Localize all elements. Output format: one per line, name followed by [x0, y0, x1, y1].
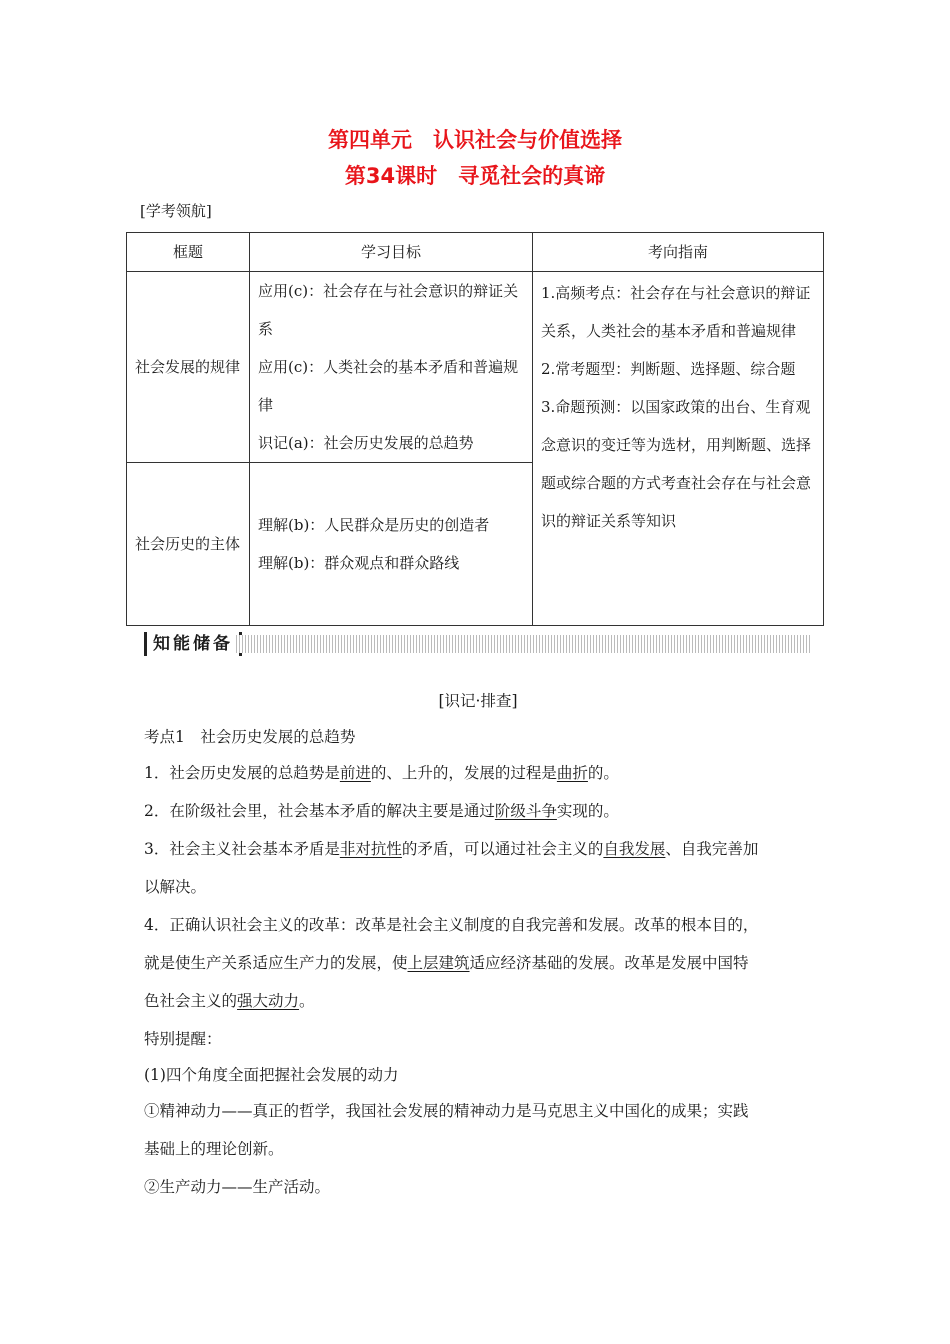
table-header-row [127, 233, 824, 272]
key-term: 非对抗性 [339, 840, 402, 858]
reminder-item: ①精神动力——真正的哲学，我国社会发展的精神动力是马克思主义中国化的成果；实践 [144, 1102, 749, 1120]
goals-cell [250, 463, 533, 626]
lesson-title: 第34课时 寻觅社会的真谛 [344, 164, 606, 188]
goal-item: 识记(a)：社会历史发展的总趋势 [258, 434, 474, 452]
key-term: 上层建筑 [407, 954, 470, 972]
list-item: 4．正确认识社会主义的改革：改革是社会主义制度的自我完善和发展。改革的根本目的， [144, 916, 759, 934]
list-item: 2．在阶级社会里，社会基本矛盾的解决主要是通过阶级斗争实现的。 [144, 802, 619, 820]
header-topic: 框题 [127, 233, 250, 272]
header-guide: 考向指南 [533, 233, 824, 272]
study-guide-table [126, 232, 824, 626]
key-term: 强大动力 [237, 992, 300, 1010]
goal-item: 理解(b)：群众观点和群众路线 [258, 554, 460, 572]
list-item-continued: 以解决。 [144, 878, 207, 896]
reminder-title: 特别提醒： [144, 1030, 222, 1048]
list-item: 1．社会历史发展的总趋势是前进的、上升的，发展的过程是曲折的。 [144, 764, 619, 782]
banner-label: 知能储备 [144, 632, 242, 656]
list-item-continued: 色社会主义的强大动力。 [144, 992, 315, 1010]
guide-cell [533, 272, 824, 626]
section-label: [学考领航] [140, 202, 212, 220]
key-term: 自我发展 [603, 840, 666, 858]
goals-cell [250, 272, 533, 463]
guide-item: 1.高频考点：社会存在与社会意识的辩证关系，人类社会的基本矛盾和普遍规律 [541, 284, 811, 340]
list-item: 3．社会主义社会基本矛盾是非对抗性的矛盾，可以通过社会主义的自我发展、自我完善加 [144, 840, 759, 858]
guide-item: 2.常考题型：判断题、选择题、综合题 [541, 360, 796, 378]
goal-item: 理解(b)：人民群众是历史的创造者 [258, 516, 490, 534]
banner-pattern [236, 635, 812, 653]
section-banner [144, 632, 812, 656]
topic-cell: 社会发展的规律 [127, 272, 250, 463]
goal-item: 应用(c)：社会存在与社会意识的辩证关系 [258, 282, 519, 338]
unit-title: 第四单元 认识社会与价值选择 [328, 128, 622, 152]
header-goals: 学习目标 [250, 233, 533, 272]
key-term: 阶级斗争 [494, 802, 557, 820]
reminder-subtitle: (1)四个角度全面把握社会发展的动力 [144, 1066, 399, 1084]
point-title: 考点1 社会历史发展的总趋势 [144, 728, 356, 746]
key-term: 曲折 [556, 764, 588, 782]
table-row [127, 272, 824, 463]
list-item-continued: 就是使生产关系适应生产力的发展，使上层建筑适应经济基础的发展。改革是发展中国特 [144, 954, 749, 972]
reminder-item: ②生产动力——生产活动。 [144, 1178, 331, 1196]
guide-item: 3.命题预测：以国家政策的出台、生育观念意识的变迁等为选材，用判断题、选择题或综合题的方式考查社会存在与社会意识的辩证关系等知识 [541, 398, 812, 530]
subsection-label: [识记·排查] [438, 692, 518, 710]
goal-item: 应用(c)：人类社会的基本矛盾和普遍规律 [258, 358, 519, 414]
topic-cell: 社会历史的主体 [127, 463, 250, 626]
reminder-item-continued: 基础上的理论创新。 [144, 1140, 284, 1158]
key-term: 前进 [339, 764, 371, 782]
